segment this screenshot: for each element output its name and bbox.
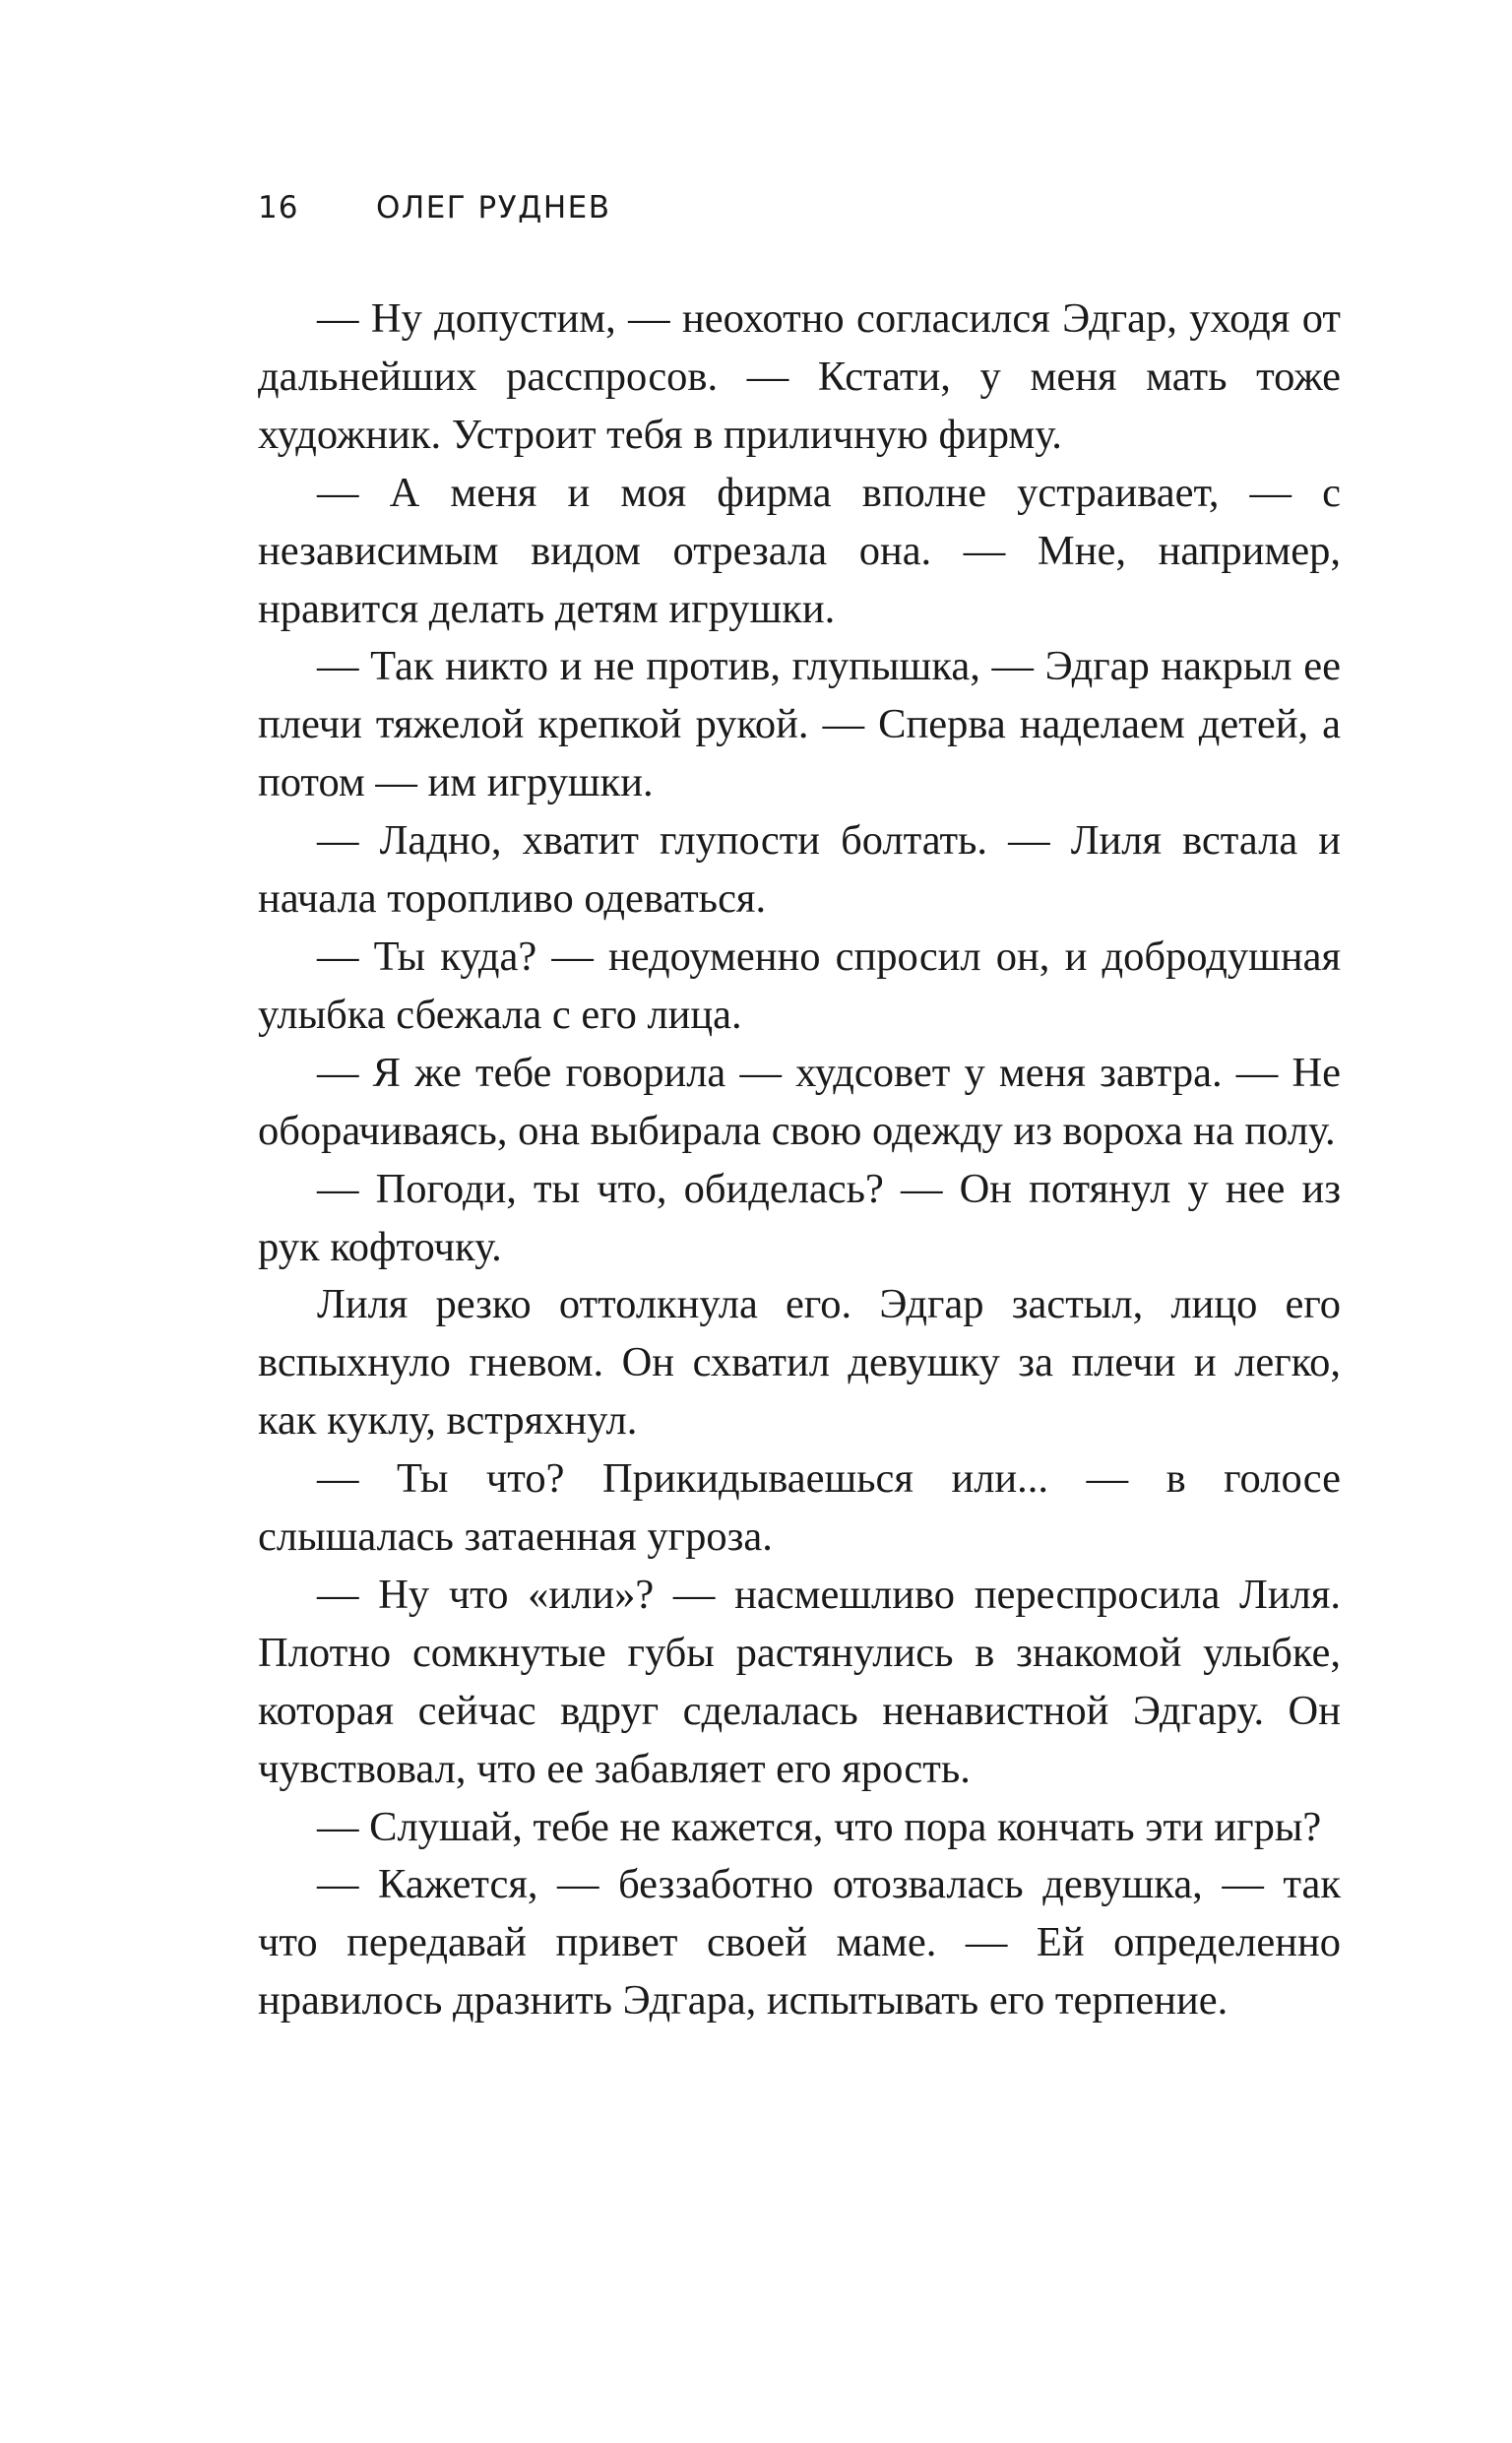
paragraph: — Ты что? Прикидываешься или... — в голосе слышалась затаенная угроза. xyxy=(258,1455,1341,1561)
author-name: ОЛЕГ РУДНЕВ xyxy=(376,190,611,225)
paragraph: — Я же тебе говорила — худсовет у меня завтра. — Не оборачиваясь, она выбирала свою одежду из вороха на полу. xyxy=(258,1049,1341,1154)
paragraph: Лиля резко оттолкнула его. Эдгар застыл, лицо его вспыхнуло гневом. Он схватил девушку за плечи и легко, как куклу, встряхнул. xyxy=(258,1281,1341,1445)
text-block xyxy=(258,290,1341,2030)
paragraph: — А меня и моя фирма вполне устраивает, — с независимым видом отрезала она. — Мне, например, нравится делать детям игрушки. xyxy=(258,469,1341,632)
paragraph: — Так никто и не против, глупышка, — Эдгар накрыл ее плечи тяжелой крепкой рукой. — Сперва наделаем детей, а потом — им игрушки. xyxy=(258,643,1341,806)
paragraph: — Ты куда? — недоуменно спросил он, и добродушная улыбка сбежала с его лица. xyxy=(258,932,1341,1038)
paragraph: — Погоди, ты что, обиделась? — Он потянул у нее из рук кофточку. xyxy=(258,1165,1341,1270)
paragraph: — Ладно, хватит глупости болтать. — Лиля встала и начала торопливо одеваться. xyxy=(258,817,1341,923)
paragraph: — Ну что «или»? — насмешливо переспросила Лиля. Плотно сомкнутые губы растянулись в знакомой улыбке, которая сейчас вдруг сделалась ненавистной Эдгару. Он чувствовал, что ее забавляет его ярость. xyxy=(258,1571,1341,1792)
paragraph: — Ну допустим, — неохотно согласился Эдгар, уходя от дальнейших расспросов. — Кстати, у меня мать тоже художник. Устроит тебя в приличную фирму. xyxy=(258,295,1341,458)
paragraph: — Кажется, — беззаботно отозвалась девушка, — так что передавай привет своей маме. — Ей определенно нравилось дразнить Эдгара, испытывать его терпение. xyxy=(258,1861,1341,2025)
page-number: 16 xyxy=(258,190,299,225)
paragraph: — Слушай, тебе не кажется, что пора кончать эти игры? xyxy=(317,1803,1322,1850)
running-head xyxy=(258,183,611,232)
